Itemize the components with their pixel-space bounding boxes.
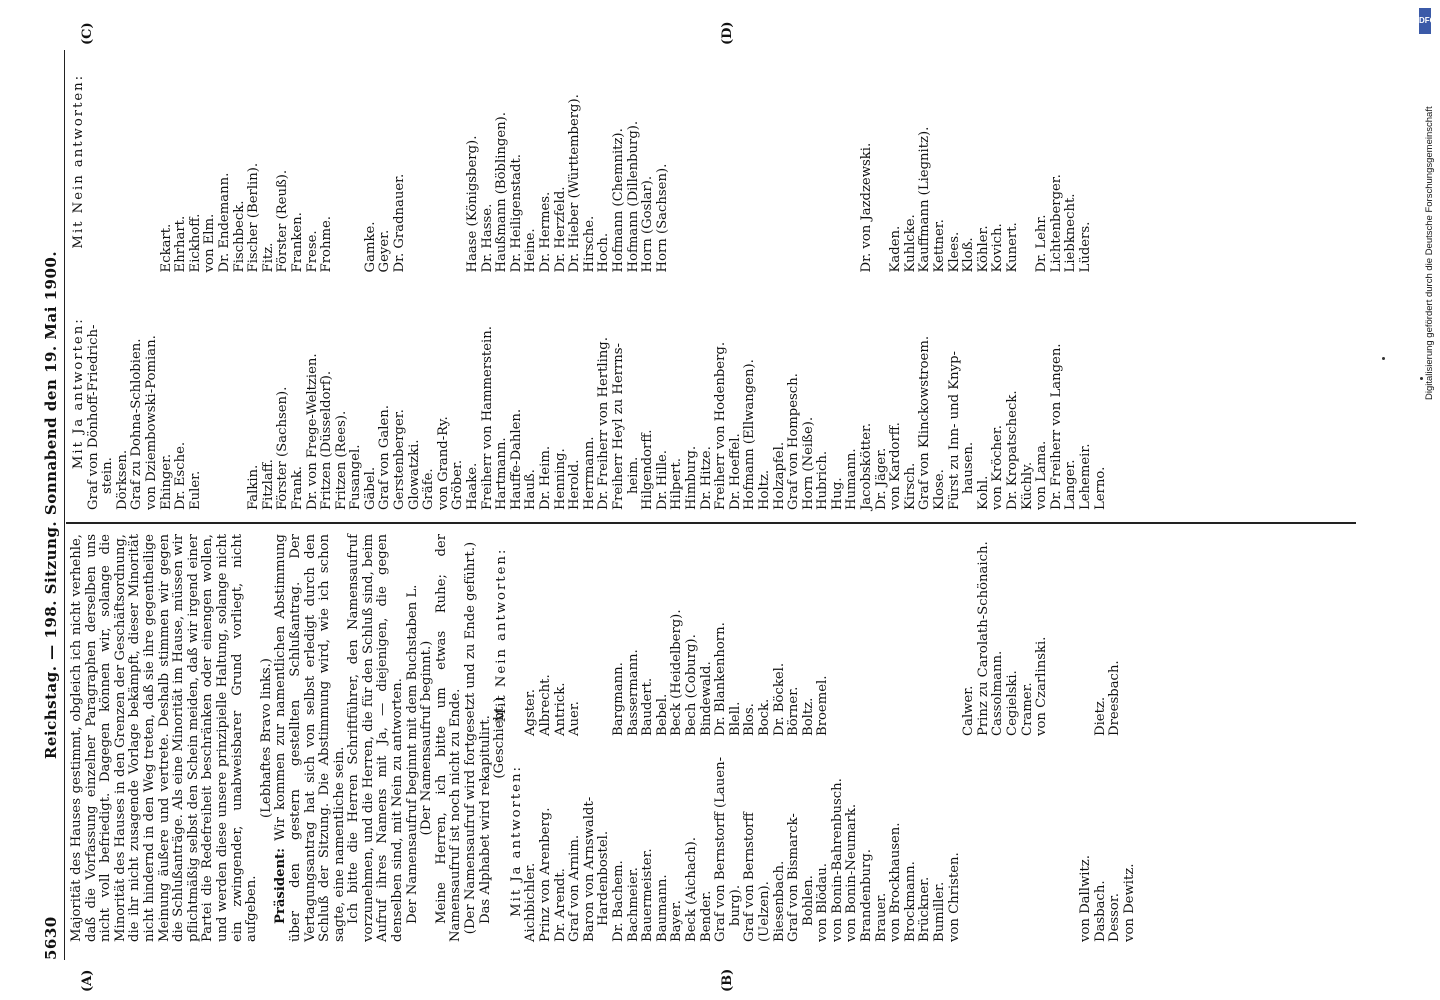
member-name: Dr. Kropatscheck. [1005, 390, 1020, 510]
member-name: Haußmann (Böblingen). [494, 112, 510, 273]
yes-heading: Mit Ja antworten: [71, 317, 86, 470]
member-name [145, 50, 160, 272]
member-name: Dr. Endemann. [216, 172, 232, 273]
member-name: Graf von Bernstorff (Lauen- [713, 756, 729, 942]
member-name [802, 50, 817, 272]
member-name: Hilpert. [669, 458, 685, 510]
page-number: 5630 [42, 916, 60, 960]
member-name: Freiherr Heyl zu Herrns- [610, 342, 626, 510]
member-name: Gäbel. [362, 466, 378, 510]
member-name [422, 50, 437, 272]
member-name [1079, 534, 1094, 736]
yes-heading: Mit Ja antworten: [508, 765, 524, 917]
member-name [991, 740, 1006, 942]
left-column [70, 534, 1137, 942]
member-name: Gerstenberger. [392, 409, 408, 510]
member-name [758, 50, 773, 272]
member-name: Dr. Hasse. [479, 203, 495, 273]
member-name: Graf von Galen. [377, 405, 393, 510]
member-name [773, 50, 788, 272]
member-name: Graf zu Dohna-Schlobien. [129, 338, 145, 510]
rollcall-continued-note: (Der Namensaufruf wird fortgesetzt und zu Ende geführt.) [463, 541, 479, 935]
member-name: Agster. [523, 689, 539, 736]
member-name: Klees. [946, 231, 962, 273]
member-name: Hofmann (Dillenburg). [625, 120, 641, 273]
margin-mark-a: (A) [80, 969, 95, 992]
member-name: Hofmann (Ellwangen). [742, 359, 758, 510]
member-name: Hoch. [596, 232, 612, 273]
member-name: Hardenbostel. [596, 830, 612, 926]
member-name [904, 534, 919, 736]
member-name [948, 534, 963, 736]
member-name: Haake. [465, 462, 481, 510]
column-divider [66, 522, 1356, 524]
right-vote-lists [72, 50, 1108, 510]
member-name: Freiherr von Hodenberg. [713, 341, 729, 510]
member-name: Dr. von Frege-Weltzien. [304, 353, 320, 510]
member-name: Brauer. [873, 892, 889, 942]
member-name [1006, 740, 1021, 942]
member-name: Frohme. [319, 216, 335, 273]
right-column [70, 50, 1108, 510]
member-name [889, 534, 904, 736]
member-name: Bachmeier. [625, 867, 641, 942]
member-name: Henning. [552, 448, 568, 510]
member-name: Bargmann. [610, 662, 626, 736]
member-name: Antrick. [552, 682, 568, 736]
member-name: Dietz. [1092, 696, 1108, 736]
member-name [860, 534, 875, 736]
member-name [1021, 50, 1036, 272]
left-no-block [495, 534, 1137, 736]
member-name [670, 50, 685, 272]
yes-name-list [524, 740, 1137, 942]
member-name: Kirsch. [902, 462, 918, 510]
member-name: Eckart. [158, 223, 174, 273]
member-name: Bech (Coburg). [683, 634, 699, 736]
member-name: Brockmann. [902, 861, 918, 942]
member-name: Hirsche. [581, 215, 597, 273]
member-name: Frank. [289, 466, 305, 510]
credit-text: Digitalisierung gefördert durch die Deutsche Forschungsgemeinschaft [1424, 106, 1435, 400]
member-name: Hauß. [523, 469, 539, 510]
member-name: Hilgendorff. [640, 429, 656, 510]
member-name [203, 276, 218, 510]
member-name [335, 50, 350, 272]
member-name: Geyer. [377, 229, 393, 273]
member-name [933, 534, 948, 736]
member-name [977, 740, 992, 942]
member-name: Graf von Dönhoff-Friedrich- [85, 324, 101, 510]
member-name [101, 50, 116, 272]
member-name: Dr. Hermes. [538, 191, 553, 273]
yes-name-list [87, 276, 1109, 510]
member-name [831, 534, 846, 736]
member-name: Himburg. [683, 445, 699, 510]
member-name [87, 50, 102, 272]
member-name: von Dewitz. [1121, 863, 1137, 942]
member-name [1064, 534, 1079, 736]
member-name: Dreesbach. [1107, 660, 1123, 736]
member-name: Dr. Hitze. [698, 446, 714, 510]
speaker-label: Präsident: [273, 847, 289, 924]
member-name [787, 50, 802, 272]
member-name: Graf von Klinckowstroem. [917, 335, 933, 510]
member-name: von Dallwitz. [1077, 855, 1093, 942]
member-name [845, 534, 860, 736]
member-name: Bebel. [654, 693, 670, 736]
member-name: Förster (Reuß). [275, 169, 291, 273]
member-name: von Blödau. [815, 863, 831, 942]
member-name: Hauffe-Dahlen. [508, 408, 524, 510]
member-name: Albrecht. [538, 674, 553, 736]
member-name: Dr. Arendt. [552, 868, 568, 942]
member-name: von Bonin-Bahrenbusch. [829, 778, 845, 942]
member-name: Aichbichler. [523, 862, 539, 942]
member-name: Graf von Hompesch. [786, 373, 802, 510]
recap-paragraph: Das Alphabet wird rekapitulirt. [477, 715, 493, 924]
member-name: Baumann. [654, 874, 670, 942]
member-name: Graf von Bismarck- [786, 813, 802, 942]
member-name: Horn (Sachsen). [654, 163, 670, 273]
member-name: Blell. [727, 701, 743, 736]
member-name: Lerno. [1092, 466, 1108, 510]
member-name: Liebknecht. [1063, 193, 1079, 273]
header-rule [64, 50, 65, 960]
member-name: Förster (Sachsen). [275, 386, 291, 510]
member-name: von Elm. [202, 213, 218, 273]
rollcall-note: (Der Namensaufruf beginnt.) [419, 640, 435, 836]
member-name: Dr. Böckel. [771, 662, 787, 736]
member-name: Haase (Königsberg). [465, 135, 481, 273]
member-name: Calwer. [961, 685, 977, 736]
member-name: Dr. von Jazdzewski. [859, 142, 875, 273]
member-name: Köhler. [975, 225, 991, 273]
member-name: Herrmann. [581, 436, 597, 510]
member-name: Brückner. [917, 876, 933, 942]
member-name: Lehemeir. [1077, 443, 1093, 510]
member-name: Kettner. [932, 219, 948, 273]
member-name [816, 50, 831, 272]
member-name: Baudert. [640, 677, 656, 736]
scan-speck [1382, 357, 1385, 360]
member-name [685, 50, 700, 272]
member-name [583, 534, 598, 736]
member-name: Dasbach. [1092, 880, 1108, 942]
member-name: Kauffmann (Liegnitz). [917, 126, 933, 273]
member-name: Graf von Arnim. [567, 834, 583, 942]
member-name: Gräfe. [421, 468, 437, 510]
margin-mark-d: (D) [720, 21, 735, 45]
member-name: Blos. [742, 703, 758, 736]
member-name [1050, 534, 1065, 736]
member-name: Fritzen (Rees). [333, 410, 349, 510]
member-name: Biesenbach. [771, 860, 787, 942]
member-name: Dessor. [1107, 893, 1123, 942]
page-title: Reichstag. — 198. Sitzung. Sonnabend den 19. Mai 1900. [42, 250, 60, 760]
member-name: Prinz von Arenberg. [538, 807, 553, 942]
member-name: Kuhlcke. [902, 214, 918, 273]
member-name [1050, 740, 1065, 942]
member-name [845, 50, 860, 272]
member-name: Dr. Heim. [538, 445, 553, 510]
no-name-list [87, 50, 1094, 272]
member-name: Hofmann (Chemnitz). [610, 128, 626, 273]
member-name: hausen. [961, 441, 977, 494]
member-name [116, 50, 131, 272]
quiet-paragraph: Meine Herren, ich bitte um etwas Ruhe; der Namensaufruf ist noch nicht zu Ende. [433, 534, 464, 942]
member-name: Humann. [844, 448, 860, 510]
member-name: Dr. Heiligenstadt. [508, 154, 524, 273]
member-name [408, 50, 423, 272]
member-name: Fischbeck. [231, 200, 247, 273]
member-name: Horn (Neiße). [800, 416, 816, 510]
member-name: Bauermeister. [640, 848, 656, 942]
member-name: Dr. Gradnauer. [392, 173, 408, 273]
member-name [918, 534, 933, 736]
no-heading: Mit Nein antworten: [494, 547, 510, 723]
member-name: Fitzlaff. [260, 459, 276, 510]
member-name: Horn (Goslar). [640, 175, 656, 273]
member-name: Auer. [567, 701, 583, 736]
page-header [40, 50, 66, 960]
member-name: von Kröcher. [990, 425, 1006, 510]
member-name: Cramer. [1019, 682, 1035, 736]
member-name: Cegielski. [1005, 670, 1020, 736]
member-name: Ehrhart. [173, 215, 189, 273]
member-name: Dr. Lehr. [1034, 214, 1050, 273]
member-name: Dr. Hille. [654, 450, 670, 510]
member-name: heim. [625, 456, 641, 494]
member-name: von Dziembowski-Pomian. [143, 335, 159, 510]
member-name: Glowatzki. [406, 439, 422, 510]
president-text: Wir kommen zur namentlichen Abstimmung über den gestern gestellten Schlußantrag. Der Vertagungsantrag hat sich von selbst erledigt durch den Schluß der Sitzung. Die Abstimmung wird, wie ich schon sagte, eine namentliche sein. [273, 534, 347, 942]
member-name: von Bonin-Neumark. [844, 803, 860, 942]
member-name [597, 534, 612, 736]
member-name: Hubrich. [815, 450, 831, 510]
member-name: Dr. Jäger. [873, 447, 889, 510]
member-name [349, 50, 364, 272]
member-name: Dr. Esche. [173, 441, 189, 510]
member-name: Kaden. [888, 225, 904, 273]
member-name: von Czarlinski. [1034, 636, 1050, 736]
member-name: Holzapfel. [771, 441, 787, 510]
member-name: Langer. [1063, 459, 1079, 510]
member-name: Graf von Bernstorff [742, 812, 758, 942]
right-no-block [72, 50, 1108, 272]
member-name: Bender. [698, 890, 714, 942]
member-name: Dr. Hoeffel. [727, 433, 743, 510]
member-name: Kloß. [961, 237, 977, 273]
member-name: von Brockhausen. [888, 822, 904, 942]
member-name: Frese. [304, 230, 320, 273]
member-name: Heine. [523, 228, 539, 273]
member-name: Bohlen. [800, 875, 816, 926]
dfg-logo: DFG [1419, 8, 1431, 34]
member-name: Boltz. [800, 697, 816, 736]
member-name: Ehinger. [158, 453, 174, 510]
member-name: Bassermann. [625, 649, 641, 736]
member-name: (Uelzen). [756, 881, 772, 942]
member-name: Börner. [786, 686, 802, 736]
member-name: Bindewald. [698, 661, 714, 736]
member-name: Bumiller. [932, 881, 948, 942]
member-name: Dörksen. [114, 449, 130, 510]
member-name [729, 50, 744, 272]
member-name: Fritzen (Düsseldorf). [319, 370, 335, 510]
member-name [831, 50, 846, 272]
margin-mark-c: (C) [80, 22, 95, 45]
member-name: burg). [727, 884, 743, 926]
member-name: Kovich. [990, 223, 1006, 273]
member-name: Beck (Heidelberg). [669, 609, 685, 736]
member-name: von Kardorff. [888, 422, 904, 510]
member-name: Küchly. [1019, 461, 1035, 510]
member-name: Herold. [567, 459, 583, 510]
member-name [130, 50, 145, 272]
member-name: Broemel. [815, 675, 831, 736]
member-name: stein. [100, 457, 116, 494]
rollcall-start: Der Namensaufruf beginnt mit dem Buchstaben L. [404, 584, 420, 924]
member-name: Klose. [932, 469, 948, 510]
member-name [962, 740, 977, 942]
member-name: Hartmann. [494, 437, 510, 510]
member-name [700, 50, 715, 272]
president-paragraph [274, 534, 347, 942]
member-name: Baron von Arnswaldt- [581, 796, 597, 942]
member-name [875, 50, 890, 272]
member-name [714, 50, 729, 272]
member-name: Eickhoff. [187, 213, 203, 273]
member-name: Gröber. [450, 459, 466, 510]
reaction-note: (Lebhaftes Bravo links.) [258, 658, 274, 818]
member-name: Fusangel. [348, 444, 364, 510]
member-name [233, 276, 248, 510]
margin-mark-b: (B) [720, 968, 735, 992]
member-name: Lüders. [1077, 221, 1093, 273]
member-name: Dr. Freiherr von Langen. [1048, 343, 1064, 510]
no-heading: Mit Nein antworten: [71, 73, 86, 249]
digitization-credit [1420, 8, 1440, 568]
member-name [218, 276, 233, 510]
member-name: Freiherr von Hammerstein. [479, 326, 495, 510]
member-name: Fischer (Berlin). [246, 162, 262, 273]
member-name: von Lama. [1034, 440, 1050, 510]
member-name [451, 50, 466, 272]
left-yes-block [510, 740, 1138, 942]
member-name: Prinz zu Carolath-Schönaich. [975, 541, 991, 736]
member-name [1064, 740, 1079, 942]
member-name: Cassolmann. [990, 650, 1006, 736]
member-name: Beck (Aichach). [683, 837, 699, 942]
member-name: Dr. Herzfeld. [552, 186, 568, 273]
no-name-list [524, 534, 1122, 736]
member-name: Jacobskötter. [859, 422, 875, 510]
recap-note: (Geschieht.) [492, 697, 508, 779]
member-name [743, 50, 758, 272]
member-name [1035, 740, 1050, 942]
member-name: Bock. [756, 698, 772, 736]
member-name: von Grand-Ry. [435, 416, 451, 510]
member-name: von Christen. [946, 852, 962, 942]
speech-paragraph: Majorität des Hauses gestimmt, obgleich ich nicht verhehle, daß die Vorfassung einzelner Paragraphen derselben uns nicht voll befriedigt. Dagegen können wir, solange die Minorität des Hauses in den Grenzen der Geschäftsordnung, die ihr nicht zusagende Vorlage bekämpft, dieser Minorität nicht hindernd in den Weg treten, daß sie ihre gegentheilige Meinung äußere und vertrete. Deshalb stimmen wir gegen die Schlußanträge. Als eine Minorität im Hause, müssen wir pflichtmäßig selbst den Schein meiden, daß wir irgend einer Partei die Redefreiheit beschränken oder einengen wollen, und werden diese unsere prinzipielle Haltung, solange nicht ein zwingender, unabweisbarer Grund vorliegt, nicht aufgeben. [69, 534, 260, 942]
member-name [875, 534, 890, 736]
member-name: Brandenburg. [859, 849, 875, 942]
right-yes-block [72, 276, 1108, 510]
member-name: Euler. [187, 470, 203, 510]
member-name: Gamke. [362, 221, 378, 273]
member-name: Holtz. [756, 469, 772, 510]
member-name [1021, 740, 1036, 942]
member-name: Lichtenberger. [1048, 174, 1064, 273]
member-name: Dr. Hieber (Württemberg). [567, 94, 583, 273]
member-name: Franken. [289, 212, 305, 273]
member-name: Bayer. [669, 900, 685, 942]
member-name [437, 50, 452, 272]
member-name: Dr. Bachem. [610, 860, 626, 942]
member-name: Kunert. [1005, 222, 1020, 273]
member-name: Hug. [829, 477, 845, 510]
member-name: Falkin. [246, 464, 262, 510]
member-name: Dr. Blankenhorn. [713, 622, 729, 736]
member-name: Kohl. [975, 475, 991, 510]
member-name: Dr. Freiherr von Hertling. [596, 337, 612, 510]
member-name: Fürst zu Inn- und Knyp- [946, 351, 962, 510]
member-name: Fitz. [260, 242, 276, 273]
instruction-paragraph: Ich bitte die Herren Schriftführer, den Namensaufruf vorzunehmen, und die Herren, die für den Schluß sind, beim Aufruf ihres Namens mit Ja, — diejenigen, die gegen denselben sind, mit Nein zu antworten. [346, 534, 406, 942]
